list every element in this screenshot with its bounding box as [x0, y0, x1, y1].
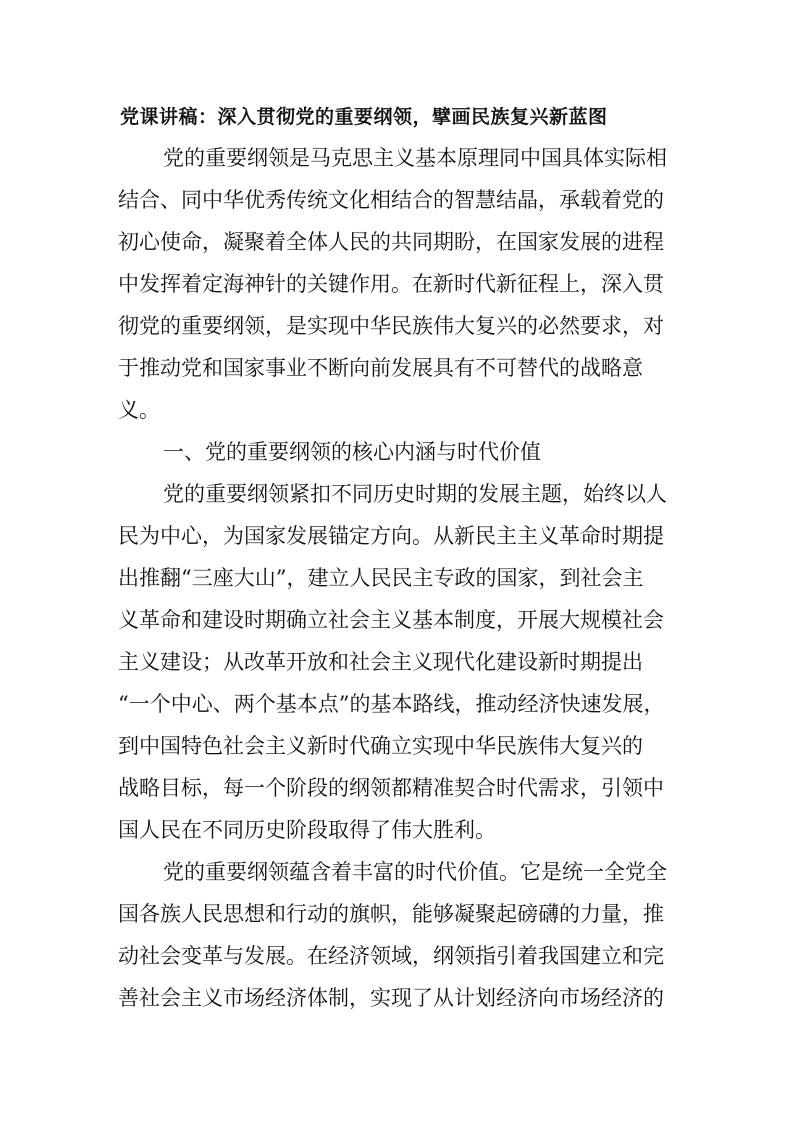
paragraph-line: 出推翻“三座大山”，建立人民民主专政的国家，到社会主: [118, 566, 644, 590]
paragraph-line: 主义建设；从改革开放和社会主义现代化建设新时期提出: [118, 650, 643, 674]
paragraph-line: 于推动党和国家事业不断向前发展具有不可替代的战略意: [118, 356, 643, 380]
paragraph-line: 到中国特色社会主义新时代确立实现中华民族伟大复兴的: [118, 734, 643, 758]
paragraph-line: “一个中心、两个基本点”的基本路线，推动经济快速发展，: [118, 692, 665, 716]
paragraph-line: 战略目标，每一个阶段的纲领都精准契合时代需求，引领中: [118, 776, 664, 800]
paragraph-line: 义。: [118, 398, 160, 422]
paragraph-line: 党的重要纲领是马克思主义基本原理同中国具体实际相: [163, 146, 667, 170]
paragraph-line: 义革命和建设时期确立社会主义基本制度，开展大规模社会: [118, 608, 664, 632]
paragraph-line: 民为中心，为国家发展锚定方向。从新民主主义革命时期提: [118, 524, 664, 548]
paragraph-line: 中发挥着定海神针的关键作用。在新时代新征程上，深入贯: [118, 272, 664, 296]
paragraph-line: 彻党的重要纲领，是实现中华民族伟大复兴的必然要求，对: [118, 314, 664, 338]
section-heading: 一、党的重要纲领的核心内涵与时代价值: [163, 440, 541, 464]
paragraph-line: 动社会变革与发展。在经济领域，纲领指引着我国建立和完: [118, 944, 664, 968]
paragraph-line: 国各族人民思想和行动的旗帜，能够凝聚起磅礴的力量，推: [118, 902, 664, 926]
paragraph-line: 党的重要纲领紧扣不同历史时期的发展主题，始终以人: [163, 482, 667, 506]
paragraph-line: 善社会主义市场经济体制，实现了从计划经济向市场经济的: [118, 986, 664, 1010]
paragraph-line: 党的重要纲领蕴含着丰富的时代价值。它是统一全党全: [163, 860, 667, 884]
paragraph-line: 国人民在不同历史阶段取得了伟大胜利。: [118, 818, 496, 842]
paragraph-line: 结合、同中华优秀传统文化相结合的智慧结晶，承载着党的: [118, 188, 664, 212]
document-title: 党课讲稿：深入贯彻党的重要纲领，擘画民族复兴新蓝图: [120, 106, 608, 128]
paragraph-line: 初心使命，凝聚着全体人民的共同期盼，在国家发展的进程: [118, 230, 664, 254]
